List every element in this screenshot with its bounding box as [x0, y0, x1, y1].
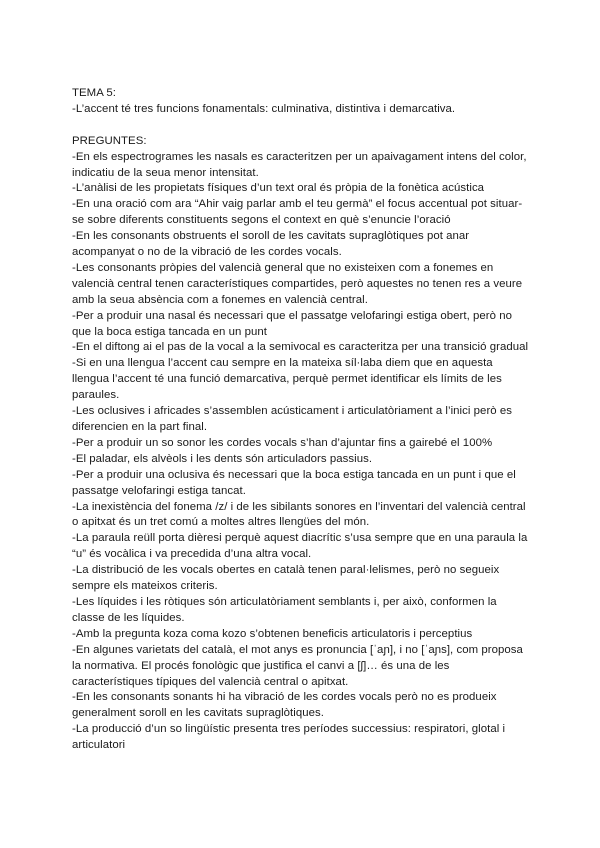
question-item: -Les consonants pròpies del valencià general que no existeixen com a fonemes en valencià central tenen característiques compartides, però aquestes no tenen res a veure amb la seua absència com a fonemes en valencià central.	[72, 261, 523, 306]
question-item: -La paraula reüll porta dièresi perquè aquest diacrític s’usa sempre que en una paraula la “u” és vocàlica i va precedida d’una altra vocal.	[72, 532, 528, 561]
question-item: -En una oració com ara “Ahir vaig parlar amb el teu germà” el focus accentual pot situar-se sobre diferents constituents segons el context en què s’enuncie l’oració	[72, 198, 523, 227]
questions-list	[72, 150, 530, 754]
topic-heading: TEMA 5:	[72, 87, 117, 99]
question-item: -L’anàlisi de les propietats físiques d’un text oral és pròpia de la fonètica acústica	[72, 182, 485, 195]
question-item: -Amb la pregunta koza coma kozo s’obtenen beneficis articulatoris i perceptius	[72, 627, 473, 640]
question-item: -Per a produir una oclusiva és necessari que la boca estiga tancada en un punt i que el passatge velofaringi estiga tancat.	[72, 468, 516, 497]
question-item: -La producció d’un so lingüístic presenta tres períodes successius: respiratori, glotal i articulatori	[72, 723, 506, 752]
question-item: -En les consonants sonants hi ha vibració de les cordes vocals però no es produeix generalment soroll en les cavitats supraglòtiques.	[72, 691, 497, 720]
question-item: -En el diftong ai el pas de la vocal a la semivocal es caracteritza per una transició gradual	[72, 341, 529, 354]
question-item: -La inexistència del fonema /z/ i de les sibilants sonores en l’inventari del valencià central o apitxat és un tret comú a moltes altres llengües del món.	[72, 500, 526, 529]
question-item: -La distribució de les vocals obertes en català tenen paral·lelismes, però no segueix sempre els mateixos criteris.	[72, 564, 500, 593]
intro-statement: -L’accent té tres funcions fonamentals: culminativa, distintiva i demarcativa.	[72, 102, 456, 115]
spacer	[72, 118, 530, 134]
question-item: -Per a produir un so sonor les cordes vocals s’han d’ajuntar fins a gairebé el 100%	[72, 436, 493, 449]
question-item: -Les líquides i les ròtiques són articulatòriament semblants i, per això, conformen la classe de les líquides.	[72, 595, 497, 624]
question-item: -En les consonants obstruents el soroll de les cavitats supraglòtiques pot anar acompanyat o no de la vibració de les cordes vocals.	[72, 230, 470, 259]
questions-heading: PREGUNTES:	[72, 134, 147, 147]
question-item: -Les oclusives i africades s’assemblen acústicament i articulatòriament a l’inici però es diferencien en la part final.	[72, 405, 513, 434]
document-body	[72, 86, 530, 754]
question-item: -Si en una llengua l’accent cau sempre en la mateixa síl·laba diem que en aquesta llengua l’accent té una funció demarcativa, perquè permet identificar els límits de les paraules.	[72, 357, 502, 402]
question-item: -El paladar, els alvèols i les dents són articuladors passius.	[72, 452, 373, 465]
question-item: -En els espectrogrames les nasals es caracteritzen per un apaivagament intens del color, indicatiu de la seua menor intensitat.	[72, 150, 527, 179]
question-item: -Per a produir una nasal és necessari que el passatge velofaringi estiga obert, però no que la boca estiga tancada en un punt	[72, 309, 512, 338]
question-item: -En algunes varietats del català, el mot anys es pronuncia [ˈaɲ], i no [ˈaɲs], com proposa la normativa. El procés fonològic que justifica el canvi a [ʃ]… és una de les característiques típiques del valencià central o apitxat.	[72, 643, 523, 688]
